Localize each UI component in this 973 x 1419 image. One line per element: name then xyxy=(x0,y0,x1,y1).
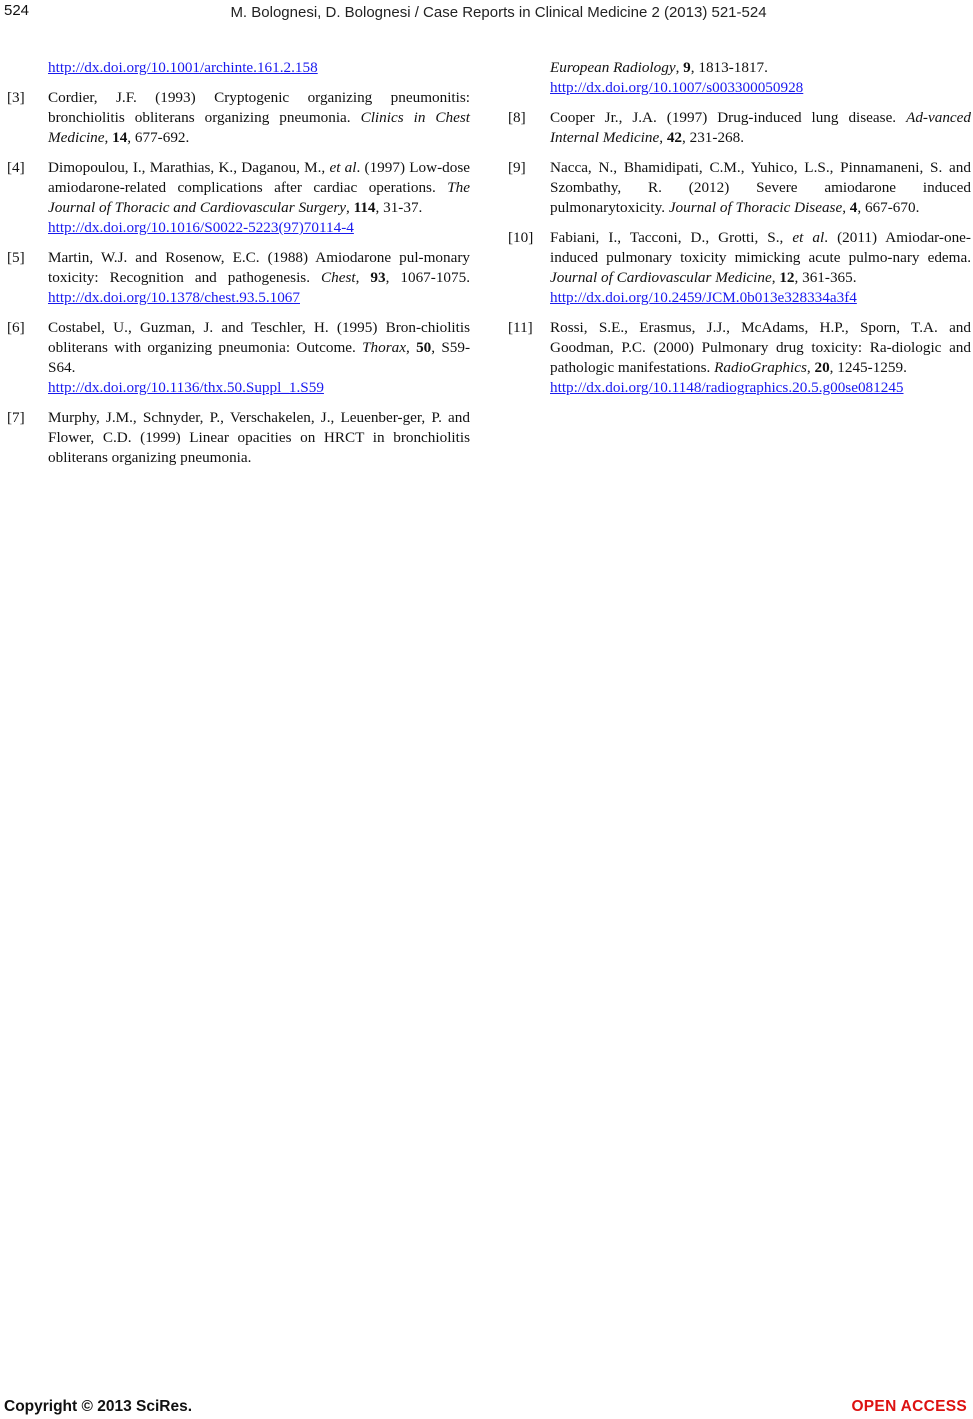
left-column xyxy=(0,58,470,478)
reference-volume: 12 xyxy=(779,269,795,286)
reference-authors: Nacca, N., Bhamidipati, C.M., Yuhico, L.S., Pinnamaneni, S. and Szombathy, R. (2012) Severe amiodarone induced pulmonarytoxicity. xyxy=(550,159,971,216)
doi-link[interactable]: http://dx.doi.org/10.1148/radiographics.20.5.g00se081245 xyxy=(550,379,904,396)
reference-authors: Cooper Jr., J.A. (1997) Drug-induced lung disease. xyxy=(550,109,907,126)
reference-volume: 14 xyxy=(112,129,128,146)
copyright-footer: Copyright © 2013 SciRes. xyxy=(4,1398,193,1415)
reference-8: [8] Cooper Jr., J.A. (1997) Drug-induced lung disease. Ad-vanced Internal Medicine, 42, 231-268. xyxy=(508,109,971,146)
doi-link[interactable]: http://dx.doi.org/10.1016/S0022-5223(97)70114-4 xyxy=(48,219,354,236)
reference-volume: 93 xyxy=(370,269,386,286)
reference-pages: , 231-268. xyxy=(682,129,745,146)
reference-pages: , S59-S64. xyxy=(48,339,471,376)
reference-5: [5] Martin, W.J. and Rosenow, E.C. (1988) Amiodarone pul-monary toxicity: Recognition and pathogenesis. Chest, 93, 1067-1075. http://dx.doi.org/10.1378/chest.93.5.1067 xyxy=(7,249,471,306)
reference-7 xyxy=(0,408,470,468)
reference-authors: Cordier, J.F. (1993) Cryptogenic organizing pneumonitis: bronchiolitis obliterans organizing pneumonia. xyxy=(48,89,470,126)
reference-4: [4] Dimopoulou, I., Marathias, K., Daganou, M., et al. (1997) Low-dose amiodarone-related complications after cardiac operations. The Journal of Thoracic and Cardiovascular Surgery, 114, 31-37. http://dx.doi.org/10.1016/S0022-5223(97)70114-4 xyxy=(7,159,470,236)
reference-authors: Costabel, U., Guzman, J. and Teschler, H. (1995) Bron-chiolitis obliterans with organizing pneumonia: Outcome. xyxy=(48,319,470,356)
reference-pages: , 1813-1817. xyxy=(690,59,768,76)
reference-6: [6] Costabel, U., Guzman, J. and Teschler, H. (1995) Bron-chiolitis obliterans with organizing pneumonia: Outcome. Thorax, 50, S59-S64. http://dx.doi.org/10.1136/thx.50.Suppl_1.S59 xyxy=(7,319,471,396)
doi-link[interactable]: http://dx.doi.org/10.1378/chest.93.5.1067 xyxy=(48,289,300,306)
doi-link[interactable]: http://dx.doi.org/10.1136/thx.50.Suppl_1.S59 xyxy=(48,379,324,396)
reference-number: [7] xyxy=(7,409,25,426)
reference-journal: Clinics in Chest Medicine xyxy=(48,109,470,146)
reference-pages: , 1245-1259. xyxy=(829,359,907,376)
reference-journal: Journal of Cardiovascular Medicine xyxy=(550,269,772,286)
reference-journal: Journal of Thoracic Disease xyxy=(668,199,843,216)
reference-journal: The Journal of Thoracic and Cardiovascular Surgery xyxy=(48,179,470,216)
open-access-label: OPEN ACCESS xyxy=(851,1398,967,1415)
page-number: 524 xyxy=(4,2,30,19)
reference-authors: Murphy, J.M., Schnyder, P., Verschakelen, J., Leuenber-ger, P. and Flower, C.D. (1999) Linear opacities on HRCT in bronchiolitis obliterans organizing pneumonia. xyxy=(48,409,470,466)
reference-pages: , 677-692. xyxy=(127,129,190,146)
reference-journal: Chest xyxy=(321,269,356,286)
reference-journal: RadioGraphics xyxy=(714,359,807,376)
reference-pages: , 31-37. xyxy=(375,199,423,216)
doi-link[interactable]: http://dx.doi.org/10.1001/archinte.161.2.158 xyxy=(48,59,318,76)
reference-volume: 114 xyxy=(353,199,376,216)
reference-authors: Martin, W.J. and Rosenow, E.C. (1988) Amiodarone pul-monary toxicity: Recognition and pathogenesis. xyxy=(48,249,470,286)
reference-number: [11] xyxy=(508,319,533,336)
right-column xyxy=(503,58,971,408)
reference-10: [10] Fabiani, I., Tacconi, D., Grotti, S., et al. (2011) Amiodar-one-induced pulmonary toxicity mimicking acute pulmo-nary edema. Journal of Cardiovascular Medicine, 12, 361-365. http://dx.doi.org/10.2459/JCM.0b013e328334a3f4 xyxy=(508,229,971,306)
reference-journal: Thorax xyxy=(362,339,406,356)
reference-authors: Rossi, S.E., Erasmus, J.J., McAdams, H.P., Sporn, T.A. and Goodman, P.C. (2000) Pulmonary drug toxicity: Ra-diologic and pathologic manifestations. xyxy=(550,319,971,376)
running-header: M. Bolognesi, D. Bolognesi / Case Reports in Clinical Medicine 2 (2013) 521-524 xyxy=(230,4,767,21)
reference-journal: Ad-vanced Internal Medicine xyxy=(550,109,971,146)
reference-11: [11] Rossi, S.E., Erasmus, J.J., McAdams, H.P., Sporn, T.A. and Goodman, P.C. (2000) Pulmonary drug toxicity: Ra-diologic and pathologic manifestations. RadioGraphics, 20, 1245-1259. http://dx.doi.org/10.1148/radiographics.20.5.g00se081245 xyxy=(508,319,971,396)
reference-3: [3] Cordier, J.F. (1993) Cryptogenic organizing pneumonitis: bronchiolitis obliterans organizing pneumonia. Clinics in Chest Medicine, 14, 677-692. xyxy=(7,89,470,146)
reference-volume: 4 xyxy=(849,199,858,216)
reference-continuation xyxy=(0,58,470,78)
reference-number: [10] xyxy=(508,229,534,246)
reference-number: [5] xyxy=(7,249,25,266)
doi-link[interactable]: http://dx.doi.org/10.2459/JCM.0b013e328334a3f4 xyxy=(550,289,857,306)
reference-volume: 20 xyxy=(814,359,830,376)
reference-number: [9] xyxy=(508,159,526,176)
reference-pages: , 667-670. xyxy=(857,199,920,216)
reference-number: [3] xyxy=(7,89,25,106)
reference-pages: , 361-365. xyxy=(794,269,857,286)
reference-authors: Dimopoulou, I., Marathias, K., Daganou, M., xyxy=(48,159,330,176)
reference-continuation: European Radiology, 9, 1813-1817. http://dx.doi.org/10.1007/s003300050928 xyxy=(503,58,971,98)
reference-volume: 9 xyxy=(683,59,691,76)
reference-journal: European Radiology xyxy=(550,59,676,76)
reference-9: [9] Nacca, N., Bhamidipati, C.M., Yuhico, L.S., Pinnamaneni, S. and Szombathy, R. (2012) Severe amiodarone induced pulmonarytoxicity. Journal of Thoracic Disease, 4, 667-670. xyxy=(508,159,971,216)
reference-number: [4] xyxy=(7,159,25,176)
reference-pages: , 1067-1075. xyxy=(385,269,471,286)
reference-volume: 50 xyxy=(416,339,432,356)
reference-number: [6] xyxy=(7,319,25,336)
reference-authors: Fabiani, I., Tacconi, D., Grotti, S., xyxy=(550,229,793,246)
reference-number: [8] xyxy=(508,109,526,126)
doi-link[interactable]: http://dx.doi.org/10.1007/s003300050928 xyxy=(550,79,804,96)
reference-volume: 42 xyxy=(666,129,683,146)
